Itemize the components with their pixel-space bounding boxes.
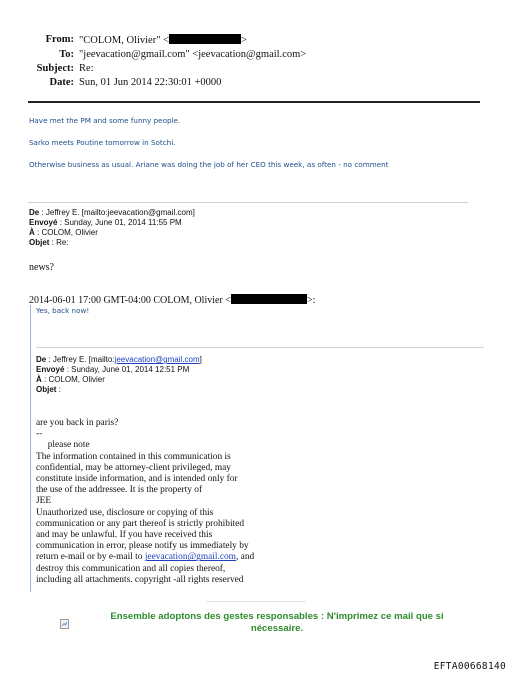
reply-line-1: Have met the PM and some funny people. [29, 116, 181, 125]
body-line: are you back in paris? [36, 418, 119, 428]
body-line: communication or any part thereof is strictly prohibited [36, 518, 245, 529]
body-line: return e-mail or by e-mail to jeevacation@gmail.com, and [36, 552, 255, 563]
quote-bar [30, 305, 31, 592]
quote1-from: De : Jeffrey E. [mailto:jeevacation@gmail.com] [29, 208, 195, 217]
quote1-sent: Envoyé : Sunday, June 01, 2014 11:55 PM [29, 218, 182, 227]
reply-line-2: Sarko meets Poutine tomorrow in Sotchi. [29, 138, 176, 147]
document-id: EFTA00668140 [433, 661, 506, 672]
broken-image-icon [60, 616, 69, 626]
body-line: The information contained in this communication is [36, 451, 231, 462]
print-notice-line-2: nécessaire. [250, 623, 304, 634]
quote3-from: De : Jeffrey E. [mailto:jeevacation@gmail.com] [36, 355, 202, 364]
date-value: Sun, 01 Jun 2014 22:30:01 +0000 [79, 77, 222, 88]
body-line: Unauthorized use, disclosure or copying of this [36, 507, 214, 518]
quote-divider [28, 202, 468, 203]
from-label: From: [45, 34, 74, 45]
quote3-header [36, 355, 202, 395]
date-label: Date: [49, 77, 74, 88]
quote1-to: À : COLOM, Olivier [29, 228, 98, 237]
redaction-box [169, 34, 241, 44]
body-line: communication in error, please notify us immediately by [36, 541, 249, 552]
quote3-body [36, 418, 254, 586]
print-notice-banner [82, 611, 472, 635]
quote2-divider [36, 347, 484, 348]
body-line: destroy this communication and all copies thereof, [36, 563, 226, 574]
body-line: including all attachments. copyright -all rights reserved [36, 574, 244, 585]
quote3-to: À : COLOM, Olivier [36, 375, 105, 384]
to-label: To: [59, 49, 74, 60]
reply-line-3: Otherwise business as usual. Ariane was doing the job of her CEO this week, as often - no comment [29, 160, 389, 169]
email-link[interactable]: jeevacation@gmail.com [144, 552, 236, 563]
body-line: constitute inside information, and is intended only for [36, 474, 238, 485]
from-value: "COLOM, Olivier" < > [79, 35, 247, 46]
email-link[interactable]: jeevacation@gmail.com [114, 355, 200, 364]
quote2-intro: 2014-06-01 17:00 GMT-04:00 COLOM, Olivier < >: [29, 295, 316, 306]
body-line: -- [36, 429, 43, 440]
quote3-sent: Envoyé : Sunday, June 01, 2014 12:51 PM [36, 365, 190, 374]
body-line: please note [36, 440, 90, 451]
print-notice-line-1: Ensemble adoptons des gestes responsables : N'imprimez ce mail que si [110, 611, 444, 622]
to-value: "jeevacation@gmail.com" <jeevacation@gmail.com> [79, 49, 307, 60]
body-line: and may be unlawful. If you have received this [36, 530, 213, 541]
subject-label: Subject: [36, 63, 74, 74]
body-line: JEE [36, 496, 52, 507]
redaction-box [231, 294, 307, 304]
quote3-subject: Objet : [36, 385, 61, 394]
quote1-header [29, 208, 195, 248]
header-divider [28, 101, 480, 103]
quote1-body: news? [29, 262, 54, 273]
subject-value: Re: [79, 63, 94, 74]
banner-divider [206, 601, 306, 602]
quote2-reply: Yes, back now! [36, 306, 90, 315]
body-line: the use of the addressee. It is the property of [36, 485, 203, 496]
body-line: confidential, may be attorney-client privileged, may [36, 462, 231, 473]
quote1-subject: Objet : Re: [29, 238, 69, 247]
